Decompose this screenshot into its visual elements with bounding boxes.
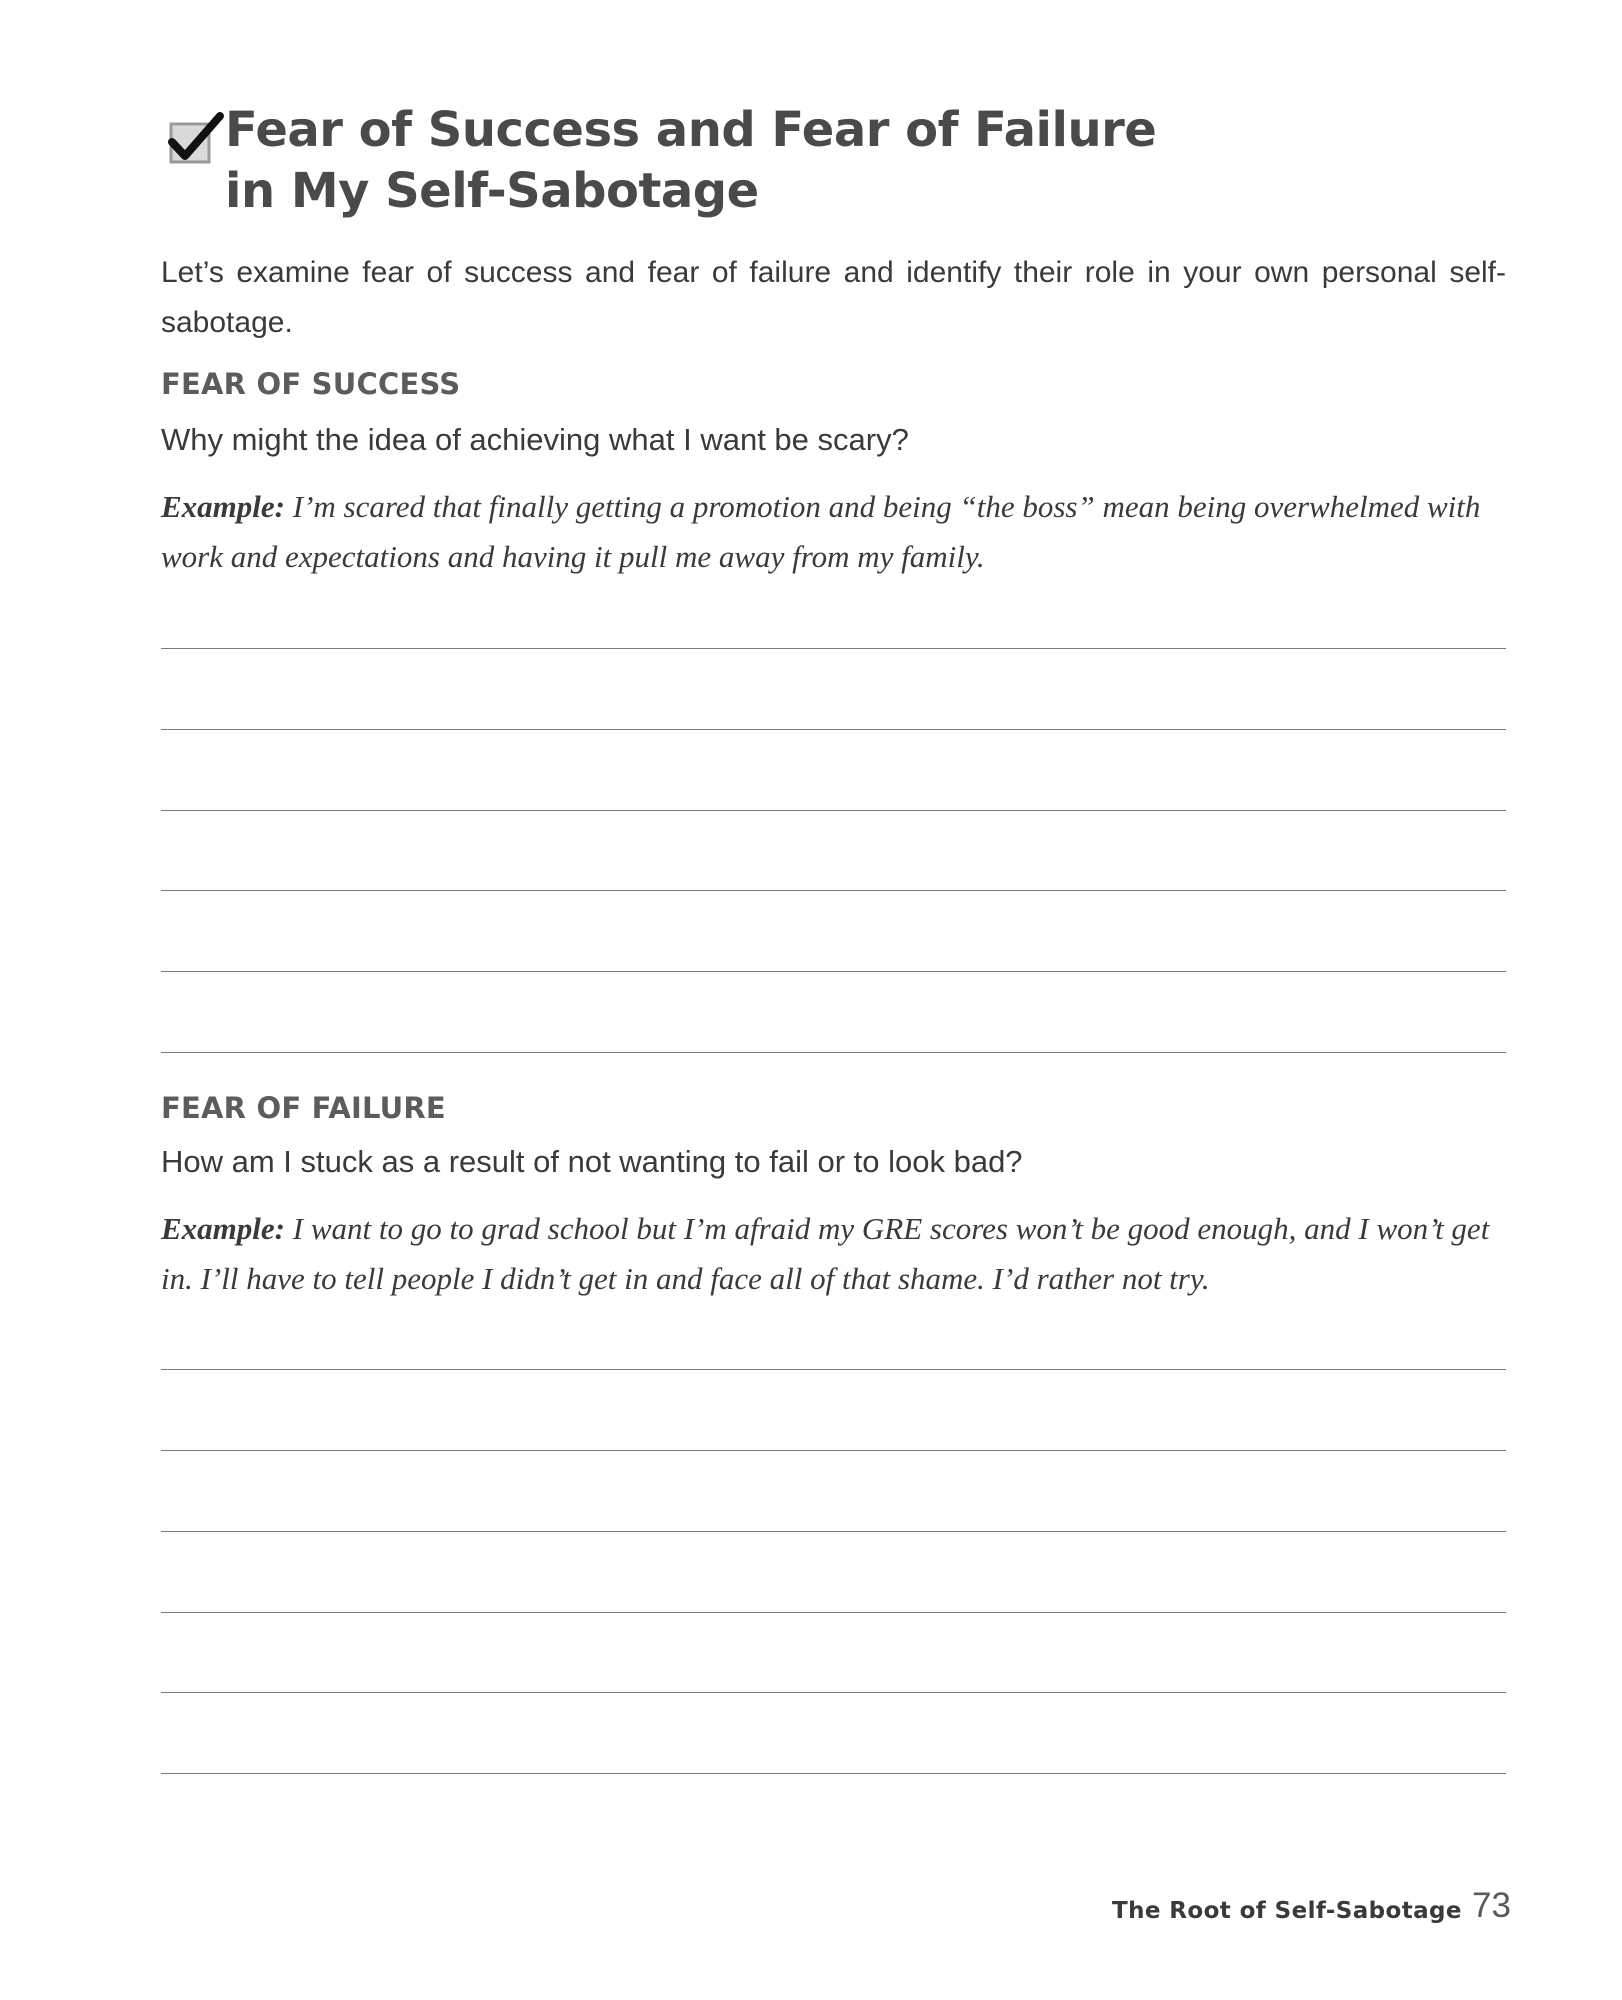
answer-line[interactable] — [161, 971, 1506, 972]
answer-line[interactable] — [161, 1531, 1506, 1532]
intro-text: Let’s examine fear of success and fear of failure and identify their role in your own personal self-sabotage. — [161, 256, 1506, 339]
example-text: I’m scared that finally getting a promotion and being “the boss” mean being overwhelmed with work and expectations and having it pull me away from my family. — [161, 489, 1481, 574]
answer-line[interactable] — [161, 1773, 1506, 1774]
answer-line[interactable] — [161, 1450, 1506, 1451]
example-fear-of-failure — [161, 1204, 1506, 1304]
answer-line[interactable] — [161, 1369, 1506, 1370]
example-text: I want to go to grad school but I’m afraid my GRE scores won’t be good enough, and I won’t get in. I’ll have to tell people I didn’t get in and face all of that shame. I’d rather not try. — [161, 1211, 1490, 1296]
page-number: 73 — [1472, 1886, 1511, 1925]
question-fear-of-failure: How am I stuck as a result of not wanting to fail or to look bad? — [161, 1144, 1023, 1179]
answer-line[interactable] — [161, 1052, 1506, 1053]
section-heading-fear-of-failure: FEAR OF FAILURE — [161, 1091, 446, 1125]
example-label: Example: — [161, 1211, 285, 1246]
answer-line[interactable] — [161, 1692, 1506, 1693]
answer-line[interactable] — [161, 890, 1506, 891]
section-heading-fear-of-success: FEAR OF SUCCESS — [161, 367, 461, 401]
answer-line[interactable] — [161, 729, 1506, 730]
example-label: Example: — [161, 489, 285, 524]
footer-chapter-title: The Root of Self-Sabotage — [1112, 1898, 1462, 1924]
checked-box-icon — [168, 112, 224, 168]
question-fear-of-success: Why might the idea of achieving what I want be scary? — [161, 422, 909, 457]
answer-line[interactable] — [161, 1612, 1506, 1613]
page-title: Fear of Success and Fear of Failure in My Self-Sabotage — [225, 102, 1157, 219]
answer-line[interactable] — [161, 648, 1506, 649]
example-fear-of-success — [161, 482, 1506, 582]
answer-line[interactable] — [161, 810, 1506, 811]
